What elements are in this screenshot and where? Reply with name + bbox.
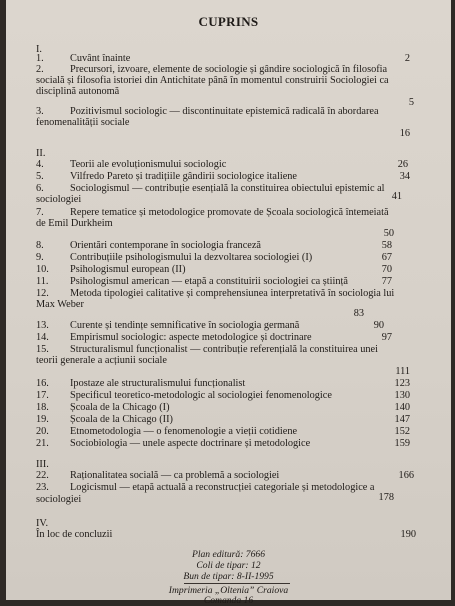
entry-title: Structuralismul funcționalist — contribuție referențială la constituirea unei (70, 344, 378, 355)
entry-number: 5. (36, 171, 44, 182)
entry-page: 111 (395, 366, 410, 377)
entry-title: Logicismul — etapă actuală a reconstrucției categoriale și metodologice a (70, 482, 375, 493)
entry-number: 18. (36, 402, 49, 413)
entry-page: 140 (394, 402, 410, 413)
entry-number: 11. (36, 276, 49, 287)
entry-title: Psihologismul american — etapă a constituirii sociologiei ca știință (70, 276, 348, 287)
entry-title: Metoda tipologiei calitative și comprehensiunea interpretativă în sociologia lui (70, 288, 395, 299)
entry-title: Vilfredo Pareto și tradițiile gândirii sociologice italiene (70, 171, 297, 182)
entry-title: Școala de la Chicago (I) (70, 402, 170, 413)
section-roman-3: III. (36, 459, 49, 470)
entry-page: 16 (399, 128, 410, 139)
entry-title-continuation: Max Weber (36, 299, 84, 310)
entry-number: 2. (36, 64, 44, 75)
entry-page: 77 (381, 276, 392, 287)
entry-title: Empirismul sociologic: aspecte metodologice și doctrinare (70, 332, 312, 343)
entry-page: 26 (397, 159, 408, 170)
entry-number: 4. (36, 159, 44, 170)
entry-page: 83 (353, 308, 364, 319)
entry-title: Raționalitatea socială — ca problemă a sociologiei (70, 470, 280, 481)
entry-page: 166 (398, 470, 414, 481)
entry-number: 10. (36, 264, 49, 275)
book-page (6, 0, 451, 606)
entry-page: 152 (394, 426, 410, 437)
entry-page: 2 (404, 53, 410, 64)
entry-number: 19. (36, 414, 49, 425)
entry-number: 21. (36, 438, 49, 449)
entry-page: 123 (394, 378, 410, 389)
entry-page: 147 (394, 414, 410, 425)
entry-number: 15. (36, 344, 49, 355)
section-roman-1: I. (36, 44, 43, 55)
entry-number: 3. (36, 106, 44, 117)
entry-page: 190 (400, 529, 416, 540)
colophon-plan: Plan editură: 7666 (191, 549, 265, 560)
entry-title: Ipostaze ale structuralismului funcționalist (70, 378, 246, 389)
entry-title-continuation: fenomenalității sociale (36, 117, 130, 128)
entry-title: În loc de concluzii (36, 529, 113, 540)
entry-number: 7. (36, 207, 44, 218)
entry-title: Specificul teoretico-metodologic al sociologiei fenomenologice (70, 390, 332, 401)
entry-title-continuation: sociologiei (36, 194, 82, 205)
entry-title-continuation: teorii generale a acțiunii sociale (36, 355, 167, 366)
entry-title-continuation: sociologiei (36, 494, 82, 505)
entry-number: 22. (36, 470, 49, 481)
entry-page: 34 (399, 171, 410, 182)
entry-page: 67 (381, 252, 392, 263)
entry-page: 5 (408, 97, 414, 108)
colophon-bun-de-tipar: Bun de tipar: 8-II-1995 (183, 571, 274, 582)
entry-title: Sociobiologia — unele aspecte doctrinare și metodologice (70, 438, 311, 449)
entry-page: 97 (381, 332, 392, 343)
entry-number: 23. (36, 482, 49, 493)
entry-page: 159 (394, 438, 410, 449)
section-roman-4: IV. (36, 518, 49, 529)
entry-title: Precursori, izvoare, elemente de sociologie și gândire sociologică în filosofia (70, 64, 388, 75)
entry-title-continuation: de Emil Durkheim (36, 218, 113, 229)
entry-page: 90 (373, 320, 384, 331)
entry-title: Pozitivismul sociologic — discontinuitate epistemică radicală în abordarea (70, 106, 379, 117)
colophon-imprimeria: Imprimeria „Oltenia” Craiova (168, 585, 289, 596)
colophon-comanda: Comanda 16 (203, 595, 254, 606)
entry-number: 13. (36, 320, 49, 331)
entry-title: Etnometodologia — o fenomenologie a vieții cotidiene (70, 426, 298, 437)
entry-number: 17. (36, 390, 49, 401)
entry-title-continuation: socială și filosofia istoriei din Antichitate până în momentul construirii Sociologiei ca (36, 75, 389, 86)
entry-page: 70 (381, 264, 392, 275)
entry-title: Teorii ale evoluționismului sociologic (70, 159, 227, 170)
entry-title: Curente și tendințe semnificative în sociologia germană (70, 320, 300, 331)
entry-page: 58 (381, 240, 392, 251)
entry-title: Sociologismul — contribuție esențială la constituirea obiectului epistemic al (70, 183, 385, 194)
entry-title-continuation: disciplină autonomă (36, 86, 120, 97)
entry-title: Psihologismul european (II) (70, 264, 186, 275)
entry-number: 9. (36, 252, 44, 263)
page-title: CUPRINS (198, 14, 259, 29)
section-roman-2: II. (36, 148, 46, 159)
entry-title: Cuvânt înainte (70, 53, 131, 64)
entry-title: Contribuțiile psihologismului la dezvoltarea sociologiei (I) (70, 252, 313, 263)
entry-page: 50 (383, 228, 394, 239)
entry-number: 8. (36, 240, 44, 251)
colophon-divider (184, 583, 290, 584)
entry-page: 178 (378, 492, 394, 503)
entry-title: Repere tematice și metodologice promovate de Școala sociologică întemeiată (70, 207, 389, 218)
entry-number: 16. (36, 378, 49, 389)
entry-number: 6. (36, 183, 44, 194)
colophon-coli: Coli de tipar: 12 (196, 560, 261, 571)
entry-number: 12. (36, 288, 49, 299)
entry-number: 1. (36, 53, 44, 64)
entry-page: 41 (391, 191, 402, 202)
entry-number: 20. (36, 426, 49, 437)
entry-title: Orientări contemporane în sociologia franceză (70, 240, 261, 251)
entry-number: 14. (36, 332, 49, 343)
entry-page: 130 (394, 390, 410, 401)
entry-title: Școala de la Chicago (II) (70, 414, 173, 425)
